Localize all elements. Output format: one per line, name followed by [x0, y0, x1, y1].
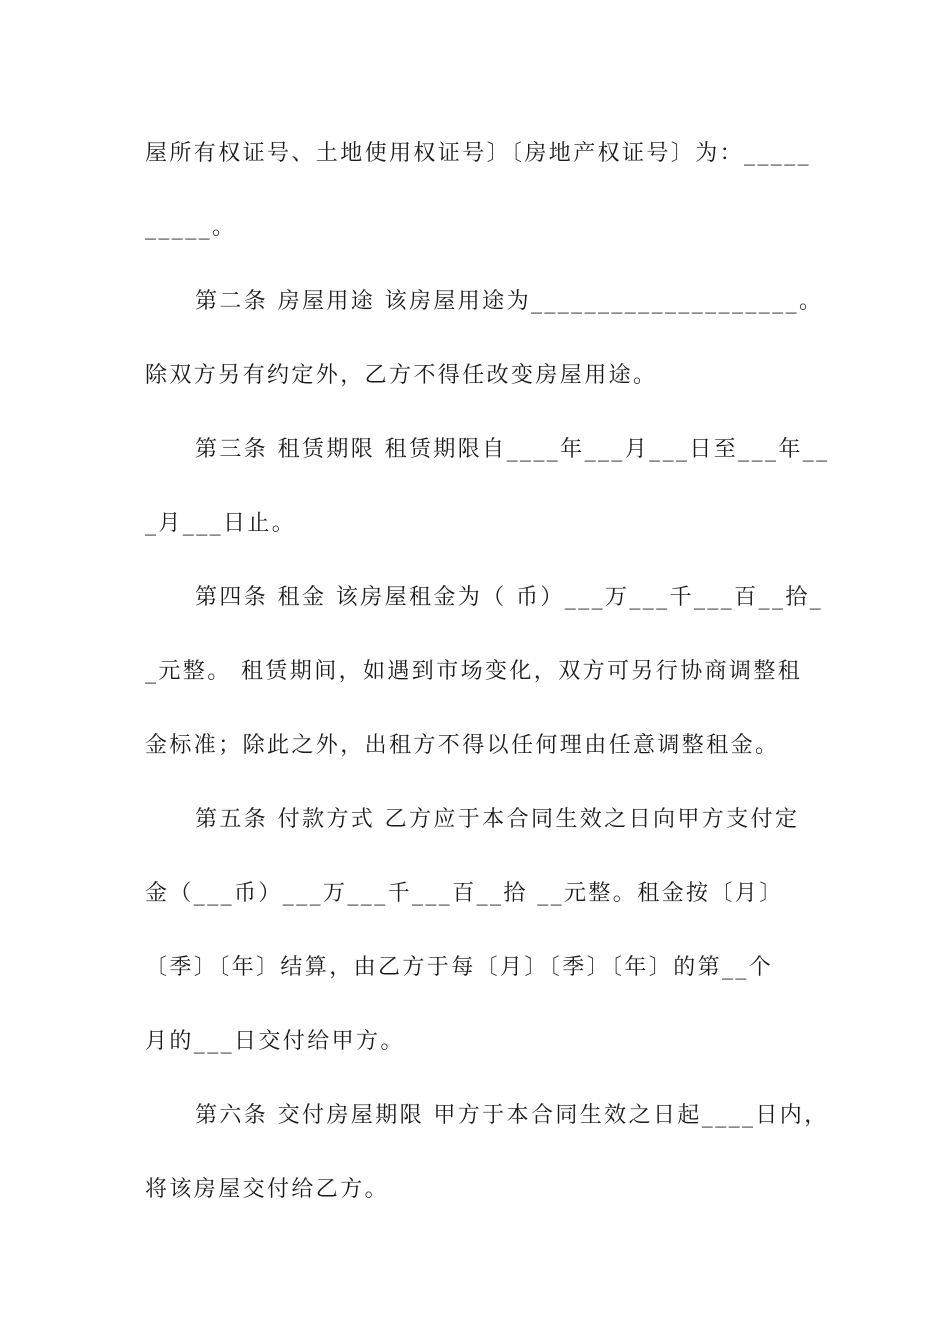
text-line-2: _____。: [145, 215, 237, 240]
text-line-4: 除双方另有约定外，乙方不得任改变房屋用途。: [145, 363, 658, 388]
text-line-9: 金标准；除此之外，出租方不得以任何理由任意调整租金。: [145, 733, 780, 758]
text-line-15: 将该房屋交付给乙方。: [145, 1177, 390, 1202]
text-line-12: 〔季〕〔年〕结算，由乙方于每〔月〕〔季〕〔年〕的第__个: [145, 955, 774, 980]
article-4-heading-line: 第四条 租金 该房屋租金为（ 币）___万___千___百__拾_: [195, 585, 824, 610]
text-line-6: _月___日止。: [145, 511, 297, 536]
article-6-heading-line: 第六条 交付房屋期限 甲方于本合同生效之日起____日内，: [195, 1103, 829, 1128]
text-line-11: 金（___币）___万___千___百__拾 __元整。租金按〔月〕: [145, 881, 784, 906]
text-line-8: _元整。 租赁期间，如遇到市场变化，双方可另行协商调整租: [145, 659, 803, 684]
article-2-heading-line: 第二条 房屋用途 该房屋用途为____________________。: [195, 289, 824, 314]
text-line-1: 屋所有权证号、土地使用权证号〕〔房地产权证号〕为：_____: [145, 141, 812, 166]
article-3-heading-line: 第三条 租赁期限 租赁期限自____年___月___日至___年__: [195, 437, 830, 462]
text-line-13: 月的___日交付给甲方。: [145, 1029, 405, 1054]
article-5-heading-line: 第五条 付款方式 乙方应于本合同生效之日向甲方支付定: [195, 807, 800, 832]
